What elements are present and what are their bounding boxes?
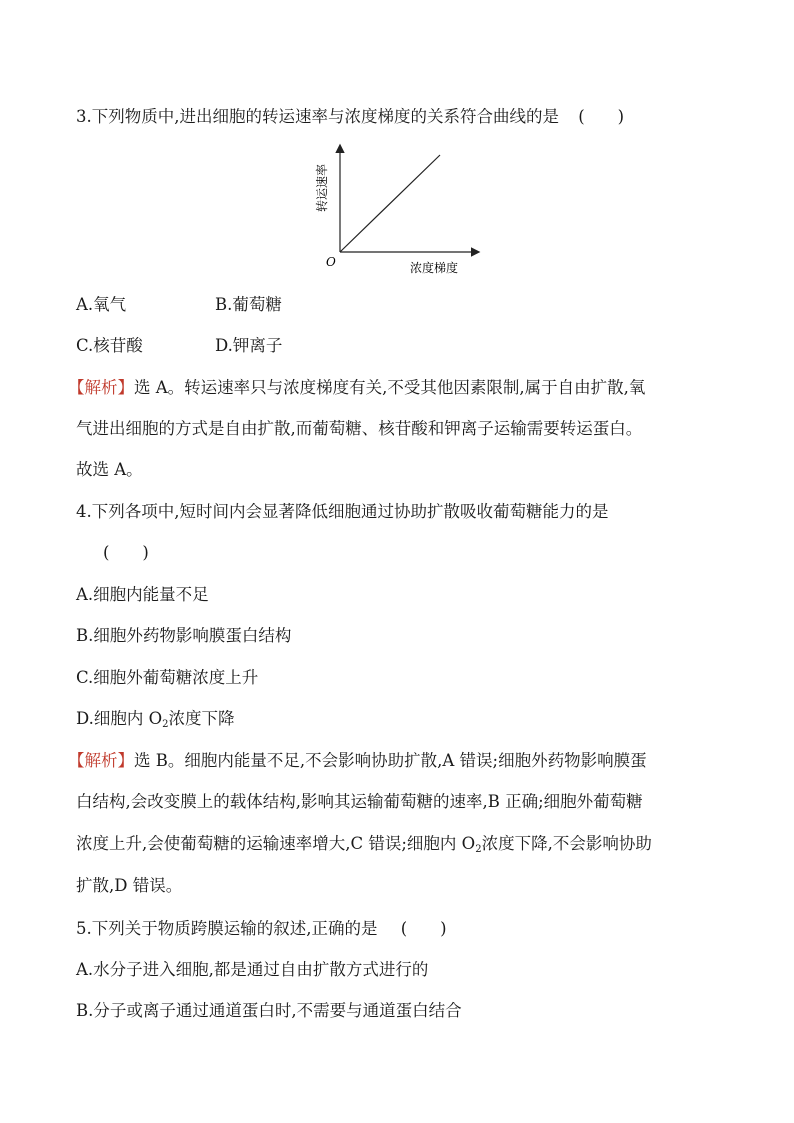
- q5-option-a: A.水分子进入细胞,都是通过自由扩散方式进行的: [76, 960, 429, 979]
- q3-graph: [300, 140, 500, 285]
- q3-origin-label: O: [326, 255, 336, 269]
- q4-analysis-line-3: [76, 833, 652, 861]
- q3-stem: 3.下列物质中,进出细胞的转运速率与浓度梯度的关系符合曲线的是: [76, 107, 559, 126]
- q5-answer-paren: ( ): [400, 919, 447, 938]
- q4-analysis-line-2: 白结构,会改变膜上的载体结构,影响其运输葡萄糖的速率,B 正确;细胞外葡萄糖: [76, 792, 643, 811]
- q3-x-label: 浓度梯度: [410, 261, 459, 275]
- q4-analysis-line-1: [68, 750, 647, 772]
- q4-option-d-sub: 2: [162, 719, 169, 730]
- q4-option-a: A.细胞内能量不足: [76, 585, 209, 604]
- q3-analysis-line-1: [68, 377, 645, 399]
- q4-option-d: [76, 708, 235, 736]
- q3-option-a: A.氧气: [76, 295, 127, 314]
- q4-option-b: B.细胞外药物影响膜蛋白结构: [76, 626, 292, 645]
- q4-option-d-post: 浓度下降: [168, 709, 235, 728]
- q5-stem: 5.下列关于物质跨膜运输的叙述,正确的是: [76, 919, 378, 938]
- q4-option-d-pre: D.细胞内 O: [76, 709, 163, 728]
- q3-option-c: C.核苷酸: [76, 336, 143, 355]
- q5-stem-line: [76, 918, 447, 940]
- q4-analysis-text-3-post: 浓度下降,不会影响协助: [481, 834, 652, 853]
- q4-analysis-text-1: 选 B。细胞内能量不足,不会影响协助扩散,A 错误;细胞外药物影响膜蛋: [134, 751, 647, 770]
- q4-analysis-line-4: 扩散,D 错误。: [76, 876, 183, 895]
- q3-answer-paren: ( ): [578, 107, 625, 126]
- q3-analysis-line-3: 故选 A。: [76, 460, 143, 479]
- q4-stem: 4.下列各项中,短时间内会显著降低细胞通过协助扩散吸收葡萄糖能力的是: [76, 502, 609, 521]
- q4-analysis-text-3-pre: 浓度上升,会使葡萄糖的运输速率增大,C 错误;细胞内 O: [76, 834, 476, 853]
- q4-analysis-text-3-sub: 2: [475, 844, 482, 855]
- q4-option-c: C.细胞外葡萄糖浓度上升: [76, 668, 259, 687]
- q3-option-d: D.钾离子: [215, 336, 283, 355]
- q3-analysis-text-1: 选 A。转运速率只与浓度梯度有关,不受其他因素限制,属于自由扩散,氧: [134, 378, 646, 397]
- q4-analysis-tag: 【解析】: [68, 751, 134, 770]
- q5-option-b: B.分子或离子通过通道蛋白时,不需要与通道蛋白结合: [76, 1001, 462, 1020]
- q3-analysis-tag: 【解析】: [68, 378, 134, 397]
- q3-analysis-line-2: 气进出细胞的方式是自由扩散,而葡萄糖、核苷酸和钾离子运输需要转运蛋白。: [76, 419, 643, 438]
- q3-curve: [340, 155, 440, 252]
- q3-stem-line: [76, 106, 624, 128]
- q3-option-b: B.葡萄糖: [215, 295, 282, 314]
- q3-y-label: 转运速率: [315, 163, 329, 212]
- q4-answer-paren: ( ): [103, 543, 149, 562]
